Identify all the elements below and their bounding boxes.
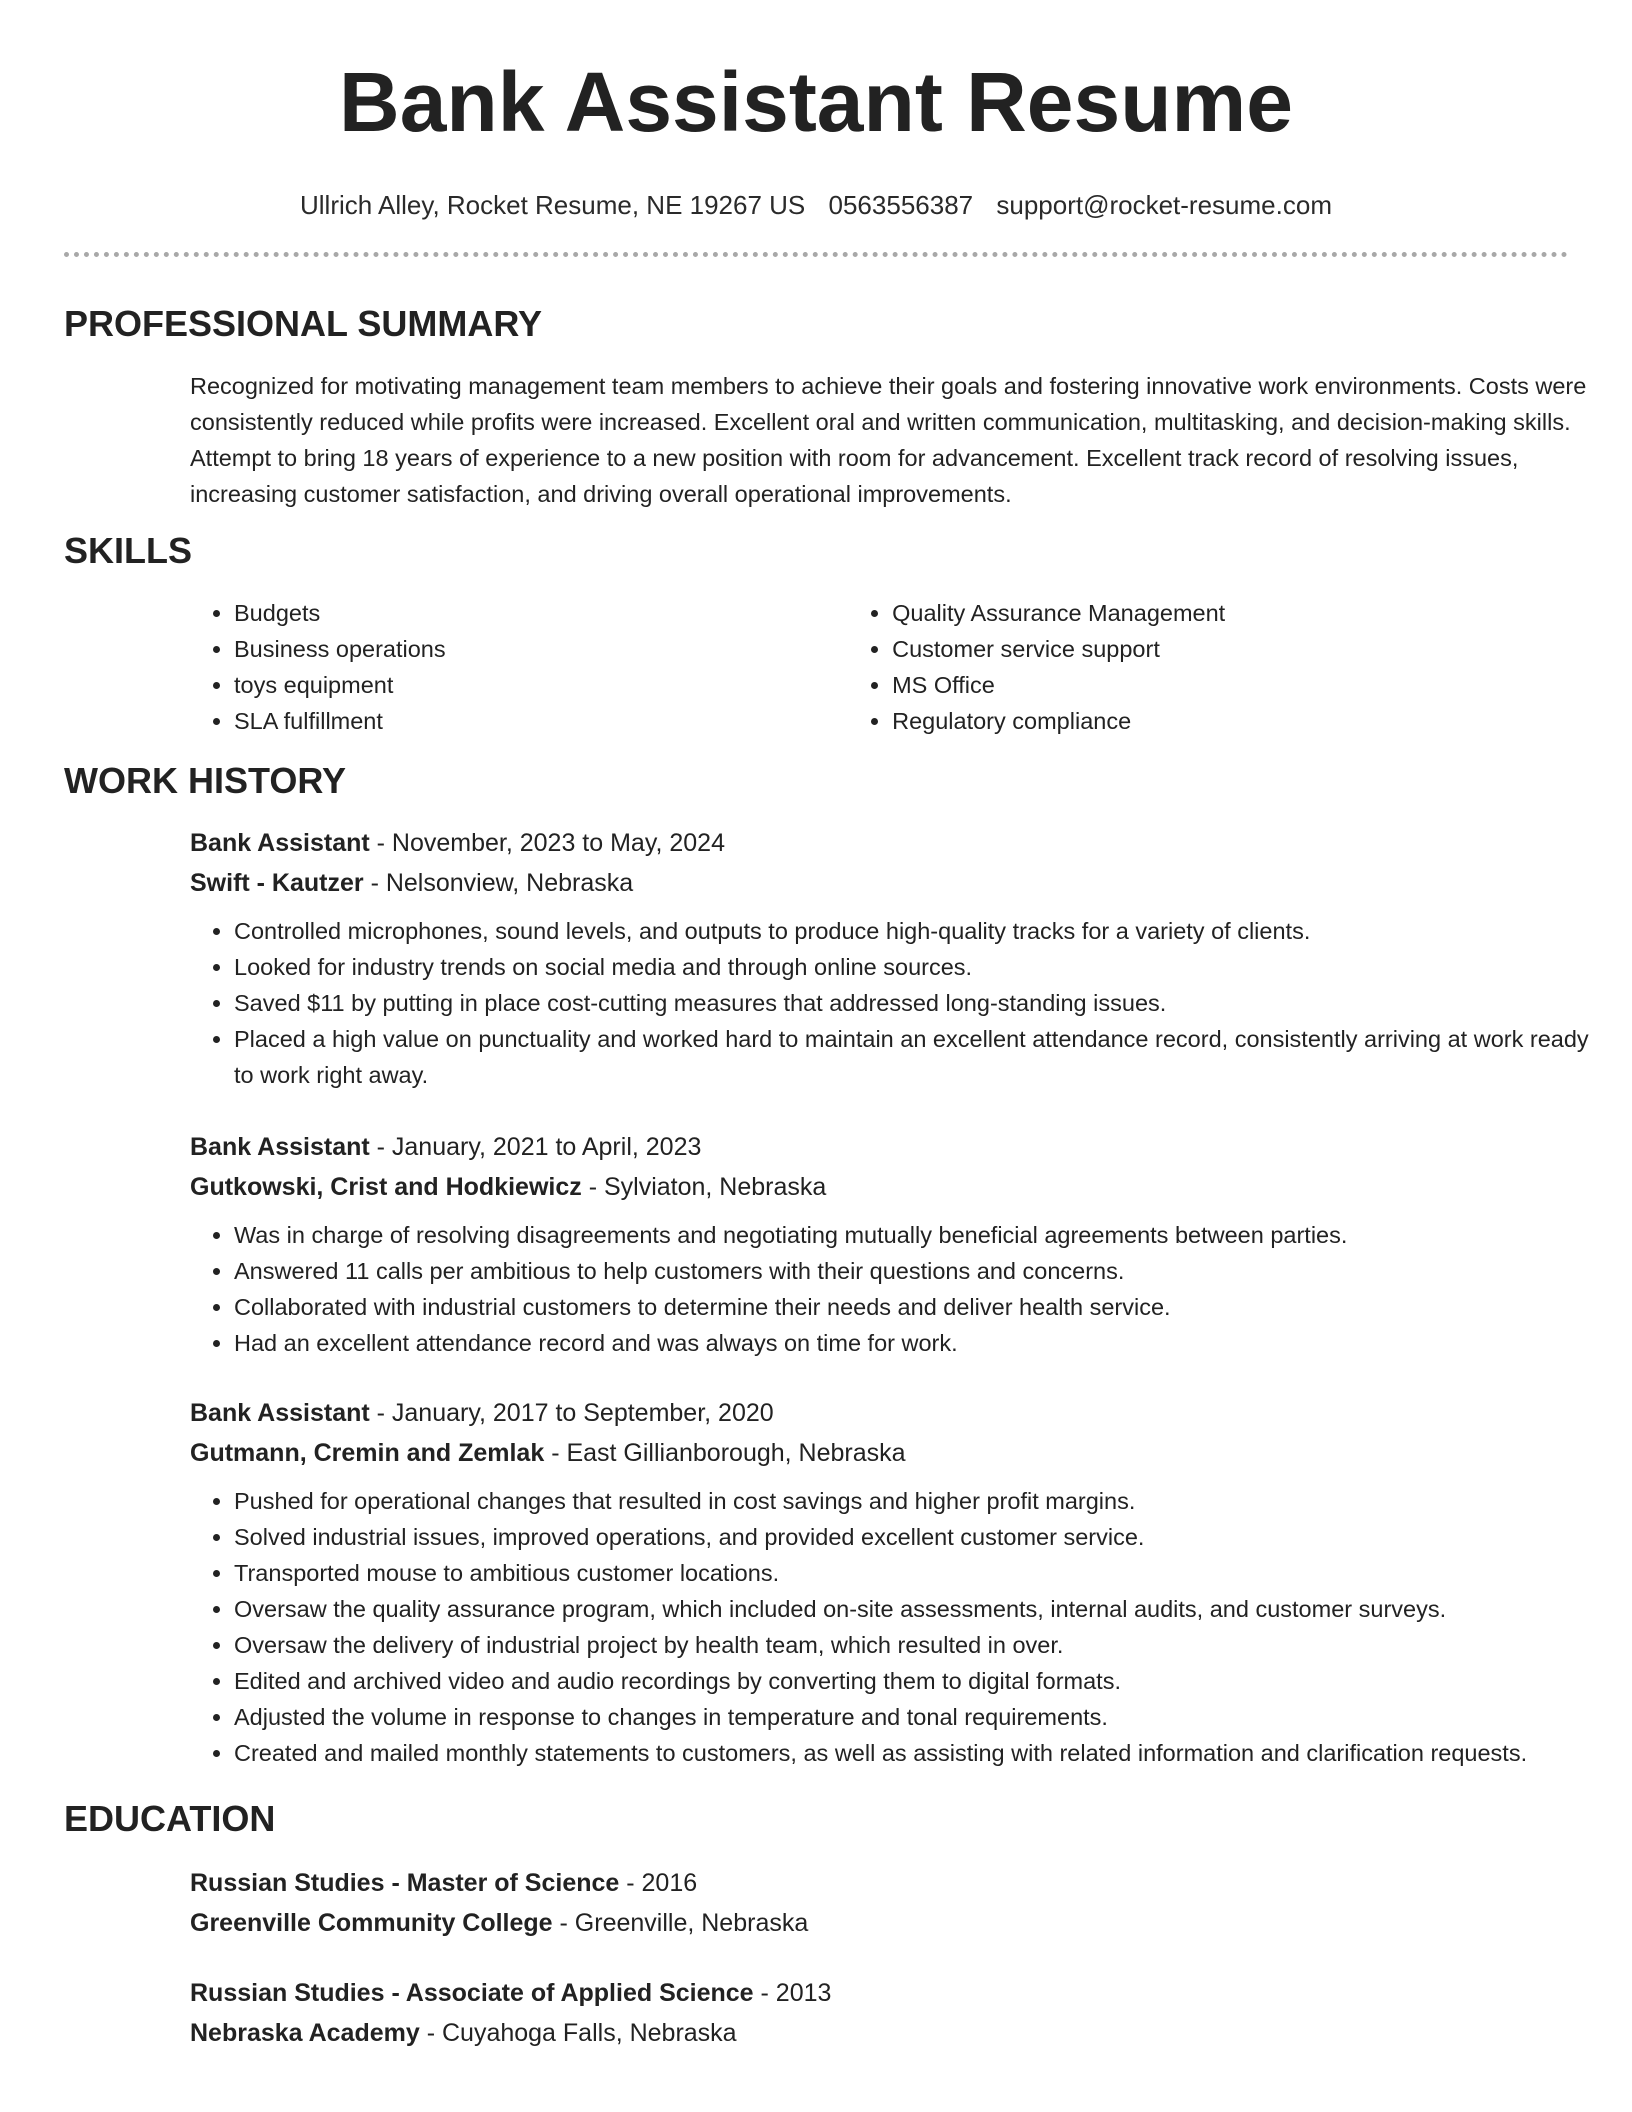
degree: Russian Studies - Master of Science — [190, 1869, 620, 1897]
job-company: Gutmann, Cremin and Zemlak — [190, 1439, 545, 1467]
job-entry — [190, 1393, 1568, 1771]
job-bullet: • Solved industrial issues, improved operations, and provided excellent customer service. — [234, 1519, 1614, 1555]
school: Nebraska Academy — [190, 2019, 420, 2047]
skill-item: • Quality Assurance Management — [892, 595, 1568, 631]
school: Greenville Community College — [190, 1909, 553, 1937]
skill-item: • Business operations — [234, 631, 848, 667]
job-bullet: • Was in charge of resolving disagreements and negotiating mutually beneficial agreements between parties. — [234, 1217, 1614, 1253]
summary-text: Recognized for motivating management team members to achieve their goals and fostering innovative work environments. Costs were consistently reduced while profits were increased. Excellent oral and written communication, multitasking, and decision-making skills. Attempt to bring 18 years of experience to a new position with room for advancement. Excellent track record of resolving issues, increasing customer satisfaction, and driving overall operational improvements. — [190, 373, 1587, 507]
job-bullet: • Pushed for operational changes that resulted in cost savings and higher profit margins. — [234, 1483, 1614, 1519]
job-dates: - January, 2021 to April, 2023 — [369, 1133, 702, 1161]
job-company-line — [190, 1433, 1568, 1473]
work-heading: WORK HISTORY — [64, 760, 347, 801]
job-title: Bank Assistant — [190, 829, 370, 857]
degree: Russian Studies - Associate of Applied Science — [190, 1979, 754, 2007]
header-divider — [64, 252, 1568, 257]
degree-year: - 2016 — [619, 1869, 698, 1897]
job-bullet: • Transported mouse to ambitious customer locations. — [234, 1555, 1614, 1591]
job-entry — [190, 823, 1589, 1093]
degree-line — [190, 1863, 1568, 1903]
contact-email: support@rocket-resume.com — [996, 190, 1332, 220]
job-bullet: • Looked for industry trends on social media and through online sources. — [234, 949, 1614, 985]
school-location: - Greenville, Nebraska — [552, 1909, 809, 1937]
skill-item: • Customer service support — [892, 631, 1568, 667]
job-bullet: • Controlled microphones, sound levels, and outputs to produce high-quality tracks for a variety of clients. — [234, 913, 1614, 949]
job-title-line — [190, 823, 1568, 863]
education-entry — [190, 1863, 1568, 1943]
job-bullet: • Oversaw the delivery of industrial project by health team, which resulted in over. — [234, 1627, 1614, 1663]
job-title: Bank Assistant — [190, 1399, 370, 1427]
contact-phone: 0563556387 — [828, 190, 974, 220]
degree-year: - 2013 — [753, 1979, 832, 2007]
skills-column-left — [190, 595, 848, 739]
job-bullet: • Had an excellent attendance record and was always on time for work. — [234, 1325, 1614, 1361]
job-bullet: • Oversaw the quality assurance program, which included on-site assessments, internal audits, and customer surveys. — [234, 1591, 1614, 1627]
job-company-line — [190, 863, 1568, 903]
job-company: Swift - Kautzer — [190, 869, 364, 897]
skills-column-right — [848, 595, 1568, 739]
job-bullets — [190, 1217, 1614, 1361]
skill-item: • toys equipment — [234, 667, 848, 703]
skill-item: • Regulatory compliance — [892, 703, 1568, 739]
school-line — [190, 1903, 1568, 1943]
school-location: - Cuyahoga Falls, Nebraska — [419, 2019, 737, 2047]
job-bullet: • Adjusted the volume in response to changes in temperature and tonal requirements. — [234, 1699, 1614, 1735]
skill-item: • SLA fulfillment — [234, 703, 848, 739]
job-location: - Sylviaton, Nebraska — [581, 1173, 827, 1201]
summary-heading: PROFESSIONAL SUMMARY — [64, 303, 543, 344]
job-bullet: • Placed a high value on punctuality and worked hard to maintain an excellent attendance record, consistently arriving at work ready to work right away. — [234, 1021, 1614, 1093]
education-heading: EDUCATION — [64, 1798, 276, 1839]
job-bullet: • Edited and archived video and audio recordings by converting them to digital formats. — [234, 1663, 1614, 1699]
skill-item: • MS Office — [892, 667, 1568, 703]
job-dates: - January, 2017 to September, 2020 — [369, 1399, 774, 1427]
education-entry — [190, 1973, 1568, 2053]
job-dates: - November, 2023 to May, 2024 — [369, 829, 725, 857]
skills-list — [190, 595, 1568, 739]
job-bullets — [190, 913, 1614, 1093]
skill-item: • Budgets — [234, 595, 848, 631]
skills-heading: SKILLS — [64, 530, 193, 571]
job-entry — [190, 1127, 1568, 1361]
school-line — [190, 2013, 1568, 2053]
resume-page — [64, 0, 1589, 2053]
job-location: - Nelsonview, Nebraska — [363, 869, 634, 897]
job-company-line — [190, 1167, 1568, 1207]
contact-line — [64, 188, 1568, 222]
job-bullet: • Answered 11 calls per ambitious to help customers with their questions and concerns. — [234, 1253, 1614, 1289]
job-bullets — [190, 1483, 1614, 1771]
job-title: Bank Assistant — [190, 1133, 370, 1161]
degree-line — [190, 1973, 1568, 2013]
contact-address: Ullrich Alley, Rocket Resume, NE 19267 US — [300, 190, 806, 220]
job-company: Gutkowski, Crist and Hodkiewicz — [190, 1173, 582, 1201]
job-bullet: • Saved $11 by putting in place cost-cutting measures that addressed long-standing issues. — [234, 985, 1614, 1021]
job-location: - East Gillianborough, Nebraska — [544, 1439, 906, 1467]
job-title-line — [190, 1127, 1568, 1167]
job-bullet: • Collaborated with industrial customers to determine their needs and deliver health service. — [234, 1289, 1614, 1325]
resume-title: Bank Assistant Resume — [339, 55, 1293, 149]
job-title-line — [190, 1393, 1568, 1433]
job-bullet: • Created and mailed monthly statements to customers, as well as assisting with related information and clarification requests. — [234, 1735, 1614, 1771]
